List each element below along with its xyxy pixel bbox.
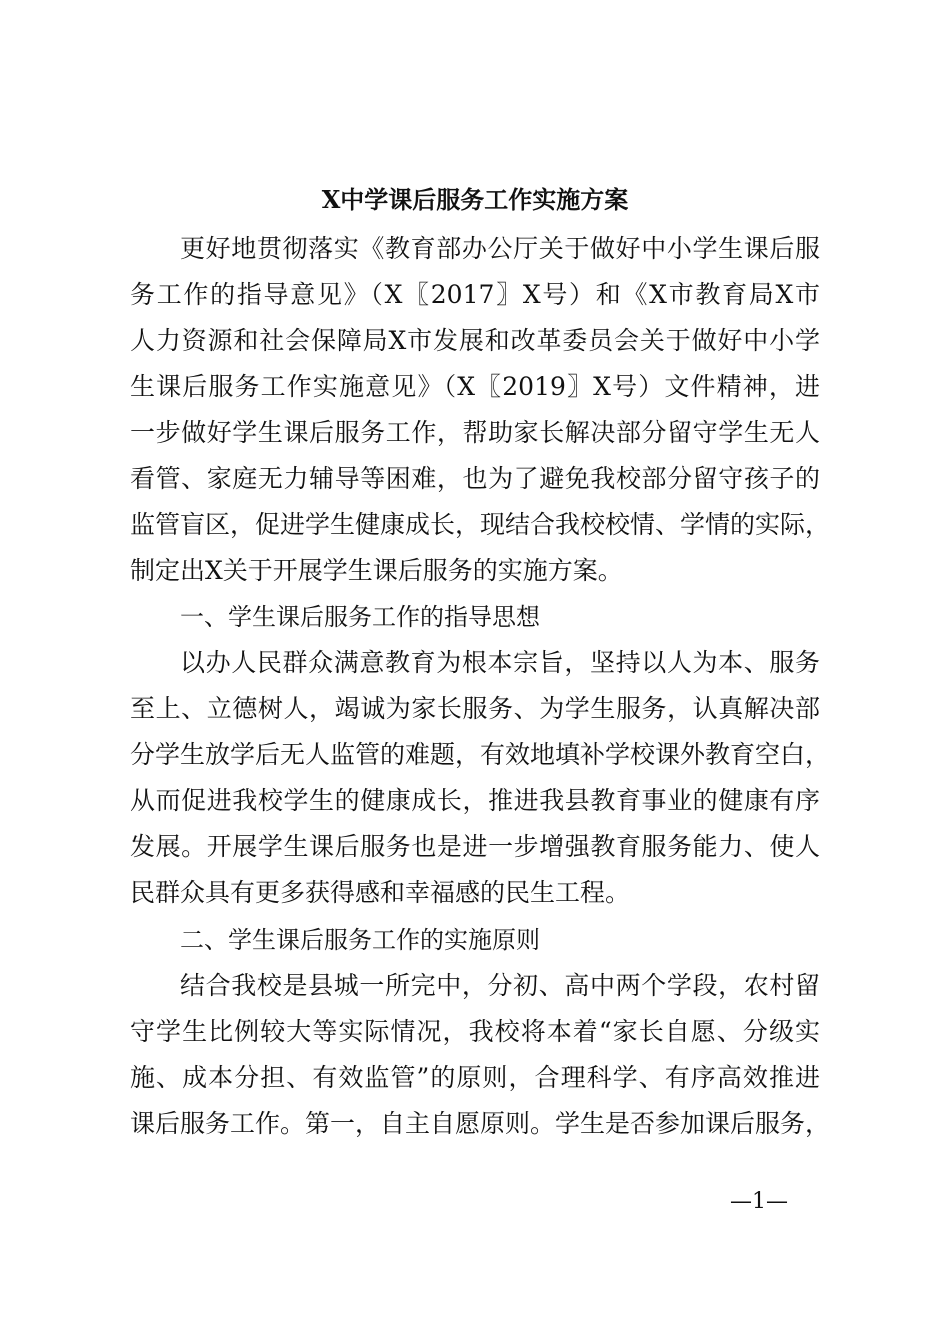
section-heading: 二、学生课后服务工作的实施原则: [180, 926, 540, 954]
paragraph-line: 看管、家庭无力辅导等困难，也为了避免我校部分留守孩子的: [130, 464, 820, 493]
paragraph-line: 制定出X关于开展学生课后服务的实施方案。: [130, 556, 623, 585]
paragraph-line: 监管盲区，促进学生健康成长，现结合我校校情、学情的实际，: [130, 510, 831, 539]
paragraph-line: 生课后服务工作实施意见》（X〖2019〗X号）文件精神，进: [130, 372, 820, 401]
paragraph-line: 发展。开展学生课后服务也是进一步增强教育服务能力、使人: [130, 832, 820, 861]
paragraph-line: 从而促进我校学生的健康成长，推进我县教育事业的健康有序: [130, 786, 820, 815]
paragraph-line: 以办人民群众满意教育为根本宗旨，坚持以人为本、服务: [180, 648, 820, 677]
document-title: X中学课后服务工作实施方案: [321, 185, 629, 214]
paragraph-line: 更好地贯彻落实《教育部办公厅关于做好中小学生课后服: [180, 234, 820, 263]
paragraph-line: 结合我校是县城一所完中，分初、高中两个学段，农村留: [180, 971, 820, 1000]
paragraph-line: 一步做好学生课后服务工作，帮助家长解决部分留守学生无人: [130, 418, 820, 447]
paragraph-line: 至上、立德树人，竭诚为家长服务、为学生服务，认真解决部: [130, 694, 820, 723]
paragraph-line: 民群众具有更多获得感和幸福感的民生工程。: [130, 878, 631, 907]
paragraph-line: 务工作的指导意见》（X〖2017〗X号）和《X市教育局X市: [130, 280, 820, 309]
paragraph-line: 人力资源和社会保障局X市发展和改革委员会关于做好中小学: [130, 326, 820, 355]
paragraph-line: 施、成本分担、有效监管”的原则，合理科学、有序高效推进: [130, 1063, 820, 1092]
page-number: —1—: [730, 1189, 788, 1214]
section-heading: 一、学生课后服务工作的指导思想: [180, 603, 540, 631]
paragraph-line: 分学生放学后无人监管的难题，有效地填补学校课外教育空白，: [130, 740, 831, 769]
paragraph-line: 课后服务工作。第一，自主自愿原则。学生是否参加课后服务，: [130, 1109, 831, 1138]
paragraph-line: 守学生比例较大等实际情况，我校将本着“家长自愿、分级实: [130, 1017, 820, 1046]
